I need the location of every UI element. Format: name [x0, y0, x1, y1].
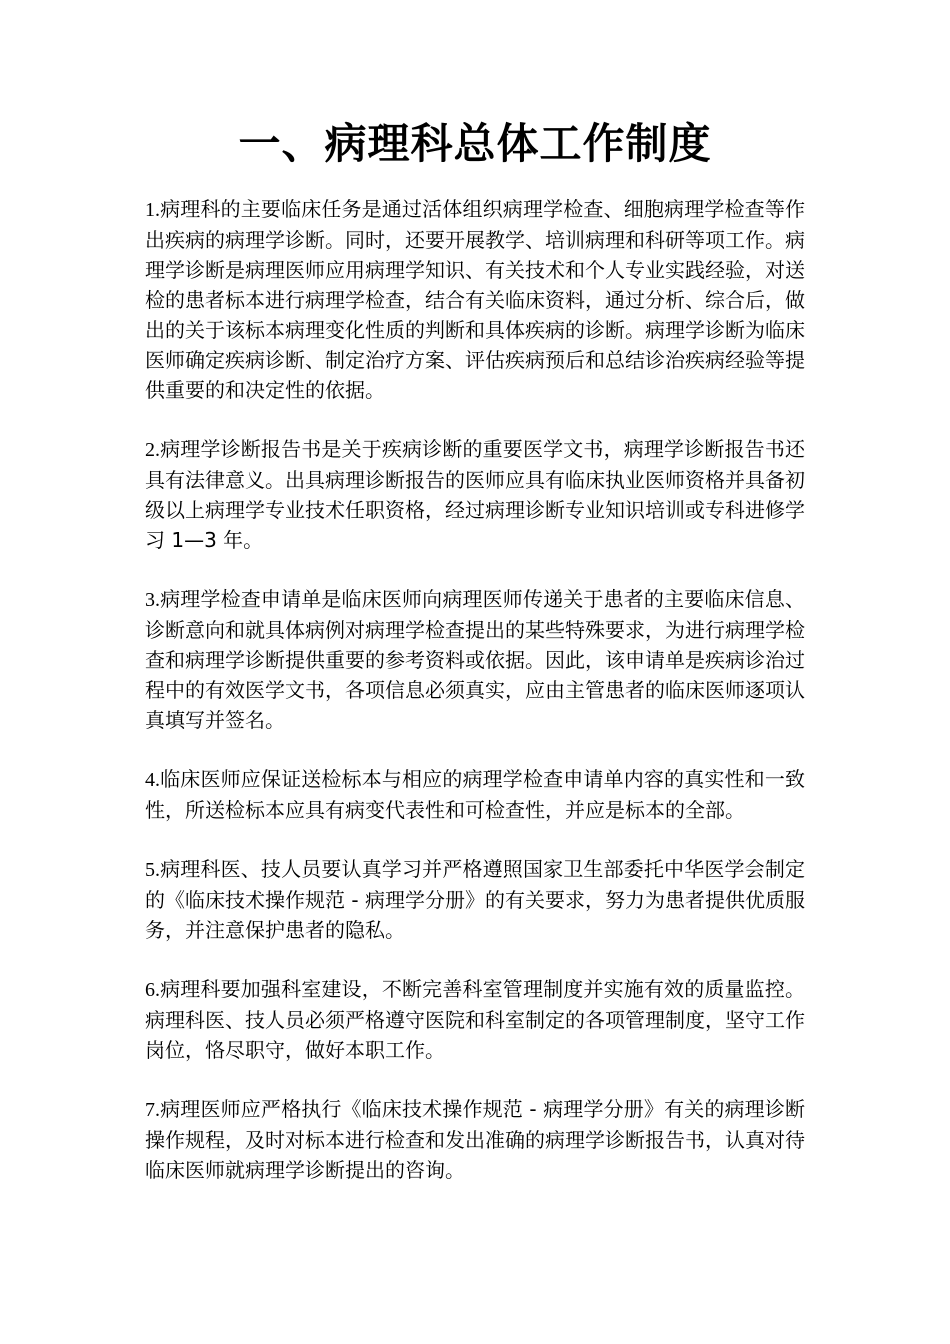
page-title: 一、病理科总体工作制度: [238, 119, 712, 168]
paragraph-4: [145, 764, 805, 825]
paragraph-5: [145, 854, 805, 945]
paragraph-6: [145, 974, 805, 1065]
paragraph-text: 病理医师应严格执行《临床技术操作规范 - 病理学分册》有关的病理诊断操作规程，及时对标本进行检查和发出准确的病理学诊断报告书，认真对待临床医师就病理学诊断提出的咨询。: [145, 1097, 805, 1182]
paragraph-1: [145, 194, 805, 405]
paragraph-text: 病理科要加强科室建设，不断完善科室管理制度并实施有效的质量监控。病理科医、技人员必须严格遵守医院和科室制定的各项管理制度，坚守工作岗位，恪尽职守，做好本职工作。: [145, 977, 805, 1062]
paragraph-number: 2.: [145, 439, 160, 461]
paragraph-text: 临床医师应保证送检标本与相应的病理学检查申请单内容的真实性和一致性，所送检标本应具有病变代表性和可检查性，并应是标本的全部。: [145, 767, 805, 822]
paragraph-number: 4.: [145, 769, 160, 791]
paragraph-number: 5.: [145, 859, 160, 881]
paragraph-number: 3.: [145, 589, 160, 611]
paragraph-text: 病理科的主要临床任务是通过活体组织病理学检查、细胞病理学检查等作出疾病的病理学诊断。同时，还要开展教学、培训病理和科研等项工作。病理学诊断是病理医师应用病理学知识、有关技术和个人专业实践经验，对送检的患者标本进行病理学检查，结合有关临床资料，通过分析、综合后，做出的关于该标本病理变化性质的判断和具体疾病的诊断。病理学诊断为临床医师确定疾病诊断、制定治疗方案、评估疾病预后和总结诊治疾病经验等提供重要的和决定性的依据。: [145, 197, 805, 402]
paragraph-number: 7.: [145, 1099, 160, 1121]
paragraph-text: 病理学诊断报告书是关于疾病诊断的重要医学文书，病理学诊断报告书还具有法律意义。出具病理诊断报告的医师应具有临床执业医师资格并具备初级以上病理学专业技术任职资格，经过病理诊断专业知识培训或专科进修学习 1—3 年。: [145, 437, 805, 552]
paragraph-text: 病理科医、技人员要认真学习并严格遵照国家卫生部委托中华医学会制定的《临床技术操作规范 - 病理学分册》的有关要求，努力为患者提供优质服务，并注意保护患者的隐私。: [145, 857, 805, 942]
paragraph-7: [145, 1094, 805, 1185]
paragraph-2: [145, 434, 805, 555]
paragraph-number: 6.: [145, 979, 160, 1001]
paragraph-text: 病理学检查申请单是临床医师向病理医师传递关于患者的主要临床信息、诊断意向和就具体病例对病理学检查提出的某些特殊要求，为进行病理学检查和病理学诊断提供重要的参考资料或依据。因此，该申请单是疾病诊治过程中的有效医学文书，各项信息必须真实，应由主管患者的临床医师逐项认真填写并签名。: [145, 587, 805, 732]
document-body: [145, 194, 805, 1214]
paragraph-3: [145, 584, 805, 735]
paragraph-number: 1.: [145, 199, 160, 221]
